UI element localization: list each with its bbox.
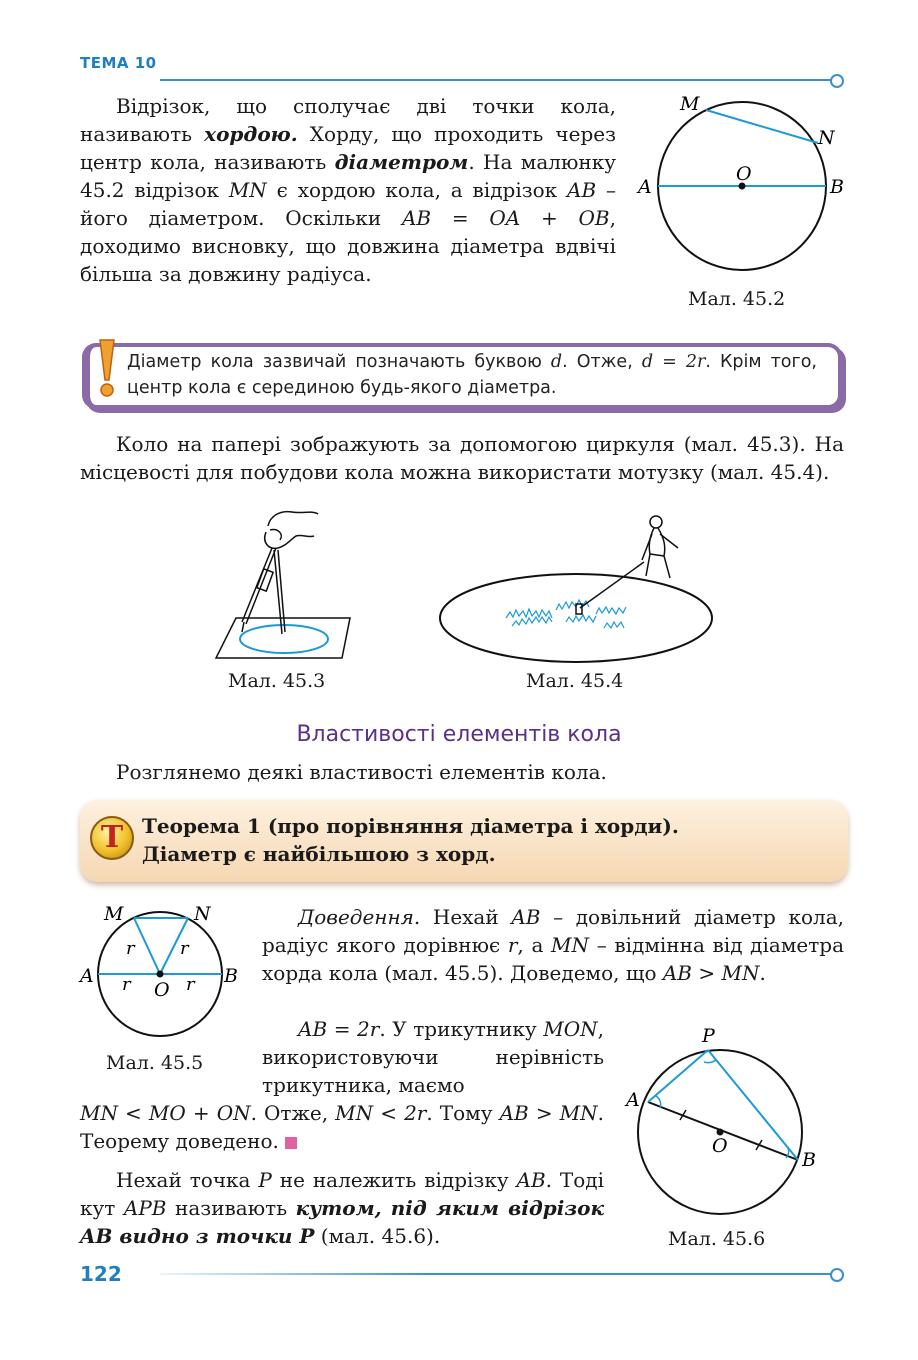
paragraph-chord-definition: Відрізок, що сполучає дві точки кола, називають хордою. Хорду, що проходить через центр кола, називають діаметром. На малюнку 45.2 відрізок MN є хордою кола, а відрізок AB – його діаметром. Оскільки AB = OA + OB, доходимо висновку, що довжина діаметра вдвічі більша за довжину радіуса. (80, 94, 616, 286)
page-number: 122 (80, 1262, 122, 1286)
footer-rule-end (830, 1268, 844, 1282)
drawn-circle (240, 625, 328, 653)
angle-arc-p (704, 1060, 716, 1063)
label-m: M (104, 903, 124, 925)
paragraph-viewing-angle: Нехай точка P не належить відрізку AB. Тоді кут APB називають кутом, під яким відрізок AB видно з точки P (мал. 45.6). (80, 1168, 605, 1248)
proof-paragraph: Доведення. Нехай AB – довільний діаметр кола, радіус якого дорівнює r, а MN – відмінна від діаметра хорда кола (мал. 45.5). Доведемо, що AB > MN. (262, 905, 845, 985)
label-p: P (702, 1025, 715, 1047)
theorem-text (142, 812, 679, 868)
person-icon (642, 516, 678, 578)
topic-label: ТЕМА 10 (80, 54, 157, 72)
label-r: r (180, 938, 189, 959)
label-n: N (818, 127, 835, 149)
label-o: O (154, 979, 170, 1001)
proof-conclusion: MN < MO + ON. Отже, MN < 2r. Тому AB > MN. Теорему доведено. (80, 1101, 604, 1153)
caption-45-5: Мал. 45.5 (106, 1052, 204, 1074)
label-b: B (224, 965, 238, 987)
note-text: Діаметр кола зазвичай позначають буквою d. Отже, d = 2r. Крім того, центр кола є серединою будь-якого діаметра. (127, 352, 817, 398)
center-point (157, 971, 164, 978)
header-rule-end (830, 74, 844, 88)
section-title: Властивості елементів кола (296, 722, 622, 747)
ground-circle (440, 574, 712, 662)
grass-icon (506, 600, 626, 628)
segment-pa (648, 1050, 708, 1102)
figure-45-6 (620, 1022, 840, 1222)
caption-45-6: Мал. 45.6 (668, 1228, 766, 1250)
footer-rule (160, 1273, 832, 1275)
label-b: B (830, 176, 844, 198)
label-o: O (736, 163, 752, 185)
compass-icon (242, 512, 318, 634)
theorem-title: Теорема 1 (про порівняння діаметра і хорди). (142, 814, 679, 838)
paragraph-intro-properties: Розглянемо деякі властивості елементів кола. (116, 760, 607, 784)
label-a: A (638, 176, 652, 198)
caption-45-3: Мал. 45.3 (228, 670, 326, 692)
figure-45-4-rope (436, 510, 716, 666)
theorem-statement: Діаметр є найбільшою з хорд. (142, 842, 496, 866)
exclamation-icon (94, 336, 120, 400)
caption-45-2: Мал. 45.2 (688, 288, 786, 310)
label-b: B (802, 1149, 816, 1171)
label-a: A (626, 1089, 640, 1111)
figure-45-5 (78, 898, 248, 1048)
label-n: N (194, 903, 211, 925)
label-r: r (126, 938, 135, 959)
label-m: M (680, 93, 700, 115)
label-a: A (80, 965, 94, 987)
caption-45-4: Мал. 45.4 (526, 670, 624, 692)
label-r: r (122, 974, 131, 995)
proof-end-square-icon (285, 1137, 297, 1149)
segment-mo (134, 918, 160, 974)
proof-continuation: AB = 2r. У трикутнику MON, використовуючи нерівність трикутника, маємо (262, 1017, 604, 1097)
figure-45-3-compass (208, 506, 368, 664)
theorem-badge-icon: T (90, 816, 134, 860)
header-rule (160, 79, 832, 81)
label-o: O (712, 1135, 728, 1157)
figure-45-2 (630, 88, 860, 278)
label-r: r (186, 974, 195, 995)
paragraph-compass: Коло на папері зображують за допомогою циркуля (мал. 45.3). На місцевості для побудови кола можна використати мотузку (мал. 45.4). (80, 432, 844, 484)
rope (580, 562, 644, 608)
